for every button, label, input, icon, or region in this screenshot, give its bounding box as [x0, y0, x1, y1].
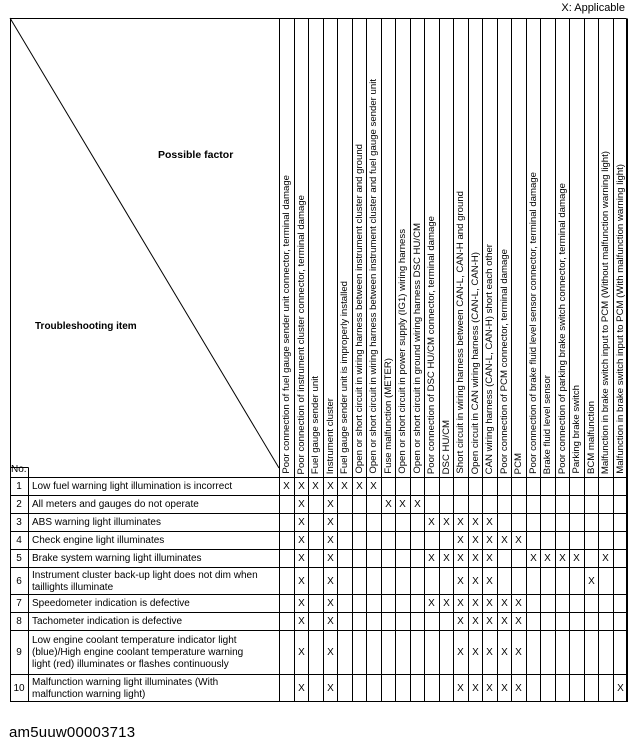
- applicable-mark: X: [457, 535, 464, 546]
- factor-label: Instrument cluster: [325, 397, 336, 474]
- applicable-mark: X: [428, 598, 435, 609]
- applicable-mark: X: [327, 575, 334, 587]
- factor-label: Open or short circuit in power supply (IG1) wiring harness: [397, 229, 408, 474]
- applicable-mark: X: [428, 553, 435, 564]
- applicable-mark: X: [457, 598, 464, 609]
- factor-column-header: [352, 18, 367, 478]
- applicable-mark: X: [457, 553, 464, 564]
- factor-label: Short circuit in wiring harness between CAN-L, CAN-H and ground: [455, 191, 466, 474]
- factor-label: Malfunction in brake switch input to PCM (With malfunction warning light): [615, 164, 626, 474]
- factor-column-header: [279, 18, 294, 478]
- factor-label: Poor connection of DSC HU/CM connector, terminal damage: [426, 215, 437, 474]
- applicable-mark: X: [530, 553, 537, 564]
- applicable-mark: X: [443, 598, 450, 609]
- applicable-mark: X: [501, 535, 508, 546]
- possible-factor-label: Possible factor: [158, 149, 234, 161]
- applicable-mark: X: [472, 598, 479, 609]
- applicable-mark: X: [298, 553, 305, 564]
- row-number: 5: [16, 553, 22, 564]
- applicable-mark: X: [472, 647, 479, 658]
- applicable-mark: X: [486, 575, 493, 587]
- factor-column-header: [482, 18, 497, 478]
- applicable-mark: X: [298, 481, 305, 492]
- troubleshooting-item: Instrument cluster back-up light does not dim when taillights illuminate: [32, 569, 258, 593]
- factor-column-header: [308, 18, 323, 478]
- factor-column-header: [555, 18, 570, 478]
- troubleshooting-item: Brake system warning light illuminates: [32, 553, 202, 564]
- factor-label: Brake fluid level sensor: [542, 374, 553, 474]
- factor-column-header: [381, 18, 396, 478]
- applicable-mark: X: [515, 598, 522, 609]
- row-number: 4: [16, 535, 22, 546]
- figure-id: am5uuw00003713: [9, 724, 136, 741]
- troubleshooting-item: Low fuel warning light illumination is incorrect: [32, 481, 233, 492]
- factor-label: Poor connection of brake fluid level sensor connector, terminal damage: [528, 172, 539, 474]
- factor-label: Open or short circuit in wiring harness between instrument cluster and fuel gauge sender unit: [368, 79, 379, 474]
- factor-column-header: [497, 18, 512, 478]
- header-diagonal: [10, 18, 279, 468]
- applicable-mark: X: [327, 682, 334, 694]
- applicable-mark: X: [312, 481, 319, 492]
- factor-column-header: [294, 18, 309, 478]
- applicable-mark: X: [356, 481, 363, 492]
- troubleshooting-item: All meters and gauges do not operate: [32, 499, 199, 510]
- troubleshooting-item: Malfunction warning light illuminates (With malfunction warning light): [32, 676, 219, 700]
- applicable-mark: X: [414, 499, 421, 510]
- row-number: 3: [16, 517, 22, 528]
- applicable-mark: X: [327, 616, 334, 627]
- factor-column-header: [584, 18, 599, 478]
- applicable-mark: X: [298, 517, 305, 528]
- applicable-mark: X: [327, 647, 334, 658]
- factor-label: Poor connection of parking brake switch connector, terminal damage: [557, 182, 568, 474]
- factor-column-header: [395, 18, 410, 478]
- applicable-mark: X: [443, 517, 450, 528]
- applicable-mark: X: [486, 553, 493, 564]
- factor-column-header: [468, 18, 483, 478]
- factor-column-header: [453, 18, 468, 478]
- row-number: 2: [16, 499, 22, 510]
- applicable-mark: X: [298, 499, 305, 510]
- factor-column-header: [511, 18, 526, 478]
- applicable-mark: X: [298, 575, 305, 587]
- troubleshooting-item: Check engine light illuminates: [32, 535, 165, 546]
- factor-label: Open or short circuit in ground wiring harness DSC HU/CM: [412, 223, 423, 474]
- legend-applicable: X: Applicable: [561, 2, 625, 14]
- troubleshooting-item-label: Troubleshooting item: [35, 321, 137, 332]
- applicable-mark: X: [457, 682, 464, 694]
- applicable-mark: X: [298, 647, 305, 658]
- applicable-mark: X: [457, 647, 464, 658]
- factor-column-header: [569, 18, 584, 478]
- applicable-mark: X: [298, 616, 305, 627]
- factor-label: Poor connection of PCM connector, terminal damage: [499, 248, 510, 474]
- factor-column-header: [540, 18, 555, 478]
- applicable-mark: X: [486, 682, 493, 694]
- applicable-mark: X: [327, 517, 334, 528]
- factor-column-header: [424, 18, 439, 478]
- applicable-mark: X: [544, 553, 551, 564]
- applicable-mark: X: [501, 647, 508, 658]
- applicable-mark: X: [501, 616, 508, 627]
- applicable-mark: X: [472, 616, 479, 627]
- row-number: 6: [16, 575, 22, 587]
- applicable-mark: X: [486, 517, 493, 528]
- troubleshooting-item: ABS warning light illuminates: [32, 517, 161, 528]
- factor-label: PCM: [513, 452, 524, 474]
- applicable-mark: X: [327, 499, 334, 510]
- factor-column-header: [323, 18, 338, 478]
- applicable-mark: X: [370, 481, 377, 492]
- row-number: 10: [13, 682, 25, 694]
- applicable-mark: X: [472, 517, 479, 528]
- troubleshooting-item: Speedometer indication is defective: [32, 598, 190, 609]
- applicable-mark: X: [515, 616, 522, 627]
- applicable-mark: X: [501, 682, 508, 694]
- applicable-mark: X: [573, 553, 580, 564]
- applicable-mark: X: [457, 517, 464, 528]
- applicable-mark: X: [602, 553, 609, 564]
- applicable-mark: X: [283, 481, 290, 492]
- factor-label: Fuel gauge sender unit is improperly installed: [339, 280, 350, 474]
- applicable-mark: X: [341, 481, 348, 492]
- factor-label: Open circuit in CAN wiring harness (CAN-L, CAN-H): [470, 251, 481, 474]
- factor-label: BCM malfunction: [586, 400, 597, 474]
- factor-label: Poor connection of instrument cluster connector, terminal damage: [296, 194, 307, 474]
- applicable-mark: X: [457, 575, 464, 587]
- factor-column-header: [337, 18, 352, 478]
- factor-label: Malfunction in brake switch input to PCM (Without malfunction warning light): [600, 150, 611, 474]
- row-number: 7: [16, 598, 22, 609]
- factor-label: DSC HU/CM: [441, 419, 452, 474]
- applicable-mark: X: [588, 575, 595, 587]
- troubleshooting-item: Tachometer indication is defective: [32, 616, 183, 627]
- troubleshooting-item: Low engine coolant temperature indicator light (blue)/High engine coolant temperature warning light (red) illuminates or flashes continuously: [32, 635, 244, 670]
- applicable-mark: X: [298, 682, 305, 694]
- factor-label: Fuse malfunction (METER): [383, 358, 394, 474]
- applicable-mark: X: [327, 598, 334, 609]
- factor-column-header: [439, 18, 454, 478]
- applicable-mark: X: [515, 535, 522, 546]
- applicable-mark: X: [559, 553, 566, 564]
- row-number: 8: [16, 616, 22, 627]
- troubleshooting-table: [10, 18, 627, 709]
- applicable-mark: X: [501, 598, 508, 609]
- applicable-mark: X: [472, 682, 479, 694]
- applicable-mark: X: [486, 647, 493, 658]
- applicable-mark: X: [327, 481, 334, 492]
- applicable-mark: X: [472, 535, 479, 546]
- row-number: 9: [16, 647, 22, 658]
- factor-column-header: [526, 18, 541, 478]
- applicable-mark: X: [428, 517, 435, 528]
- applicable-mark: X: [399, 499, 406, 510]
- factor-column-header: [366, 18, 381, 478]
- row-number: 1: [16, 481, 22, 492]
- factor-label: Poor connection of fuel gauge sender unit connector, terminal damage: [281, 175, 292, 474]
- applicable-mark: X: [515, 647, 522, 658]
- applicable-mark: X: [327, 535, 334, 546]
- factor-column-header: [410, 18, 425, 478]
- applicable-mark: X: [515, 682, 522, 694]
- applicable-mark: X: [486, 535, 493, 546]
- factor-label: Open or short circuit in wiring harness between instrument cluster and ground: [354, 144, 365, 474]
- applicable-mark: X: [472, 553, 479, 564]
- factor-label: CAN wiring harness (CAN-L, CAN-H) short each other: [484, 243, 495, 474]
- applicable-mark: X: [298, 535, 305, 546]
- applicable-mark: X: [327, 553, 334, 564]
- applicable-mark: X: [457, 616, 464, 627]
- applicable-mark: X: [486, 616, 493, 627]
- factor-label: Fuel gauge sender unit: [310, 375, 321, 474]
- no-header: No.: [11, 464, 27, 475]
- applicable-mark: X: [298, 598, 305, 609]
- applicable-mark: X: [472, 575, 479, 587]
- applicable-mark: X: [443, 553, 450, 564]
- factor-label: Parking brake switch: [571, 385, 582, 474]
- applicable-mark: X: [486, 598, 493, 609]
- factor-column-header: [613, 18, 628, 478]
- applicable-mark: X: [385, 499, 392, 510]
- applicable-mark: X: [617, 682, 624, 694]
- factor-column-header: [598, 18, 613, 478]
